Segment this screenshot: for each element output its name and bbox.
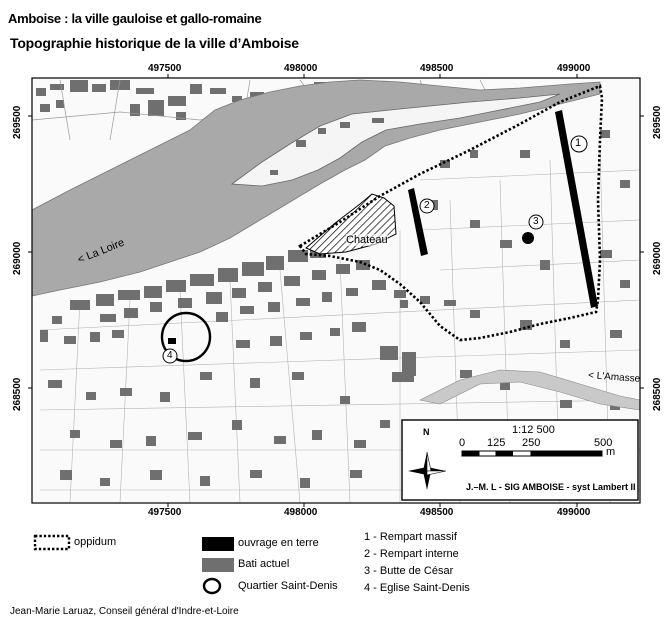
x-tick-top-499000: 499000 [557,63,591,74]
legend-bati-symbol [202,558,234,572]
eglise-saint-denis [168,338,176,344]
map-subtitle: Topographie historique de la ville d’Amboise [10,35,299,51]
legend-item-4: 4 - Eglise Saint-Denis [364,582,470,594]
y-tick-right-269000: 269000 [652,241,663,275]
marker-2-label: 2 [424,200,430,211]
scale-unit: m [606,446,616,458]
legend-oppidum-symbol [35,536,69,549]
marker-4-label: 4 [167,350,173,361]
x-tick-bottom-497500: 497500 [148,507,182,518]
scale-tick-125: 125 [487,437,506,449]
legend-quartier-symbol [204,579,220,593]
y-tick-left-269500: 269500 [12,105,23,139]
label-loire: < La Loire [76,236,127,267]
x-tick-top-498500: 498500 [420,63,454,74]
legend-item-1: 1 - Rempart massif [364,531,457,543]
scale-source: J.–M. L - SIG AMBOISE - syst Lambert II [466,482,636,492]
label-chateau: Chateau [346,234,388,246]
legend-bati-label: Bati actuel [238,558,290,570]
butte-de-cesar [522,232,534,244]
x-tick-bottom-498000: 498000 [284,507,318,518]
north-label: N [423,427,430,437]
scale-tick-500: 500 [594,437,613,449]
map-title: Amboise : la ville gauloise et gallo-romaine [8,11,262,26]
y-tick-left-269000: 269000 [12,241,23,275]
y-tick-right-269500: 269500 [652,105,663,139]
y-tick-left-268500: 268500 [12,377,23,411]
marker-1-label: 1 [575,137,582,149]
x-tick-bottom-499000: 499000 [557,507,591,518]
y-tick-right-268500: 268500 [652,377,663,411]
x-tick-bottom-498500: 498500 [420,507,454,518]
scale-bar [462,451,602,456]
marker-3-label: 3 [533,216,539,227]
legend-ouvrage-label: ouvrage en terre [238,537,319,549]
legend-oppidum-label: oppidum [74,536,117,548]
legend-ouvrage-symbol [202,537,234,551]
x-tick-top-497500: 497500 [148,63,182,74]
legend-quartier-label: Quartier Saint-Denis [238,580,338,592]
scale-tick-0: 0 [459,437,466,449]
legend-item-3: 3 - Butte de César [364,565,454,577]
credit-line: Jean-Marie Laruaz, Conseil général d'Indre-et-Loire [10,606,239,617]
scale-ratio: 1:12 500 [512,424,555,436]
scale-tick-250: 250 [522,437,541,449]
label-amasse: < L'Amasse [587,370,641,385]
x-tick-top-498000: 498000 [284,63,318,74]
legend-item-2: 2 - Rempart interne [364,548,459,560]
